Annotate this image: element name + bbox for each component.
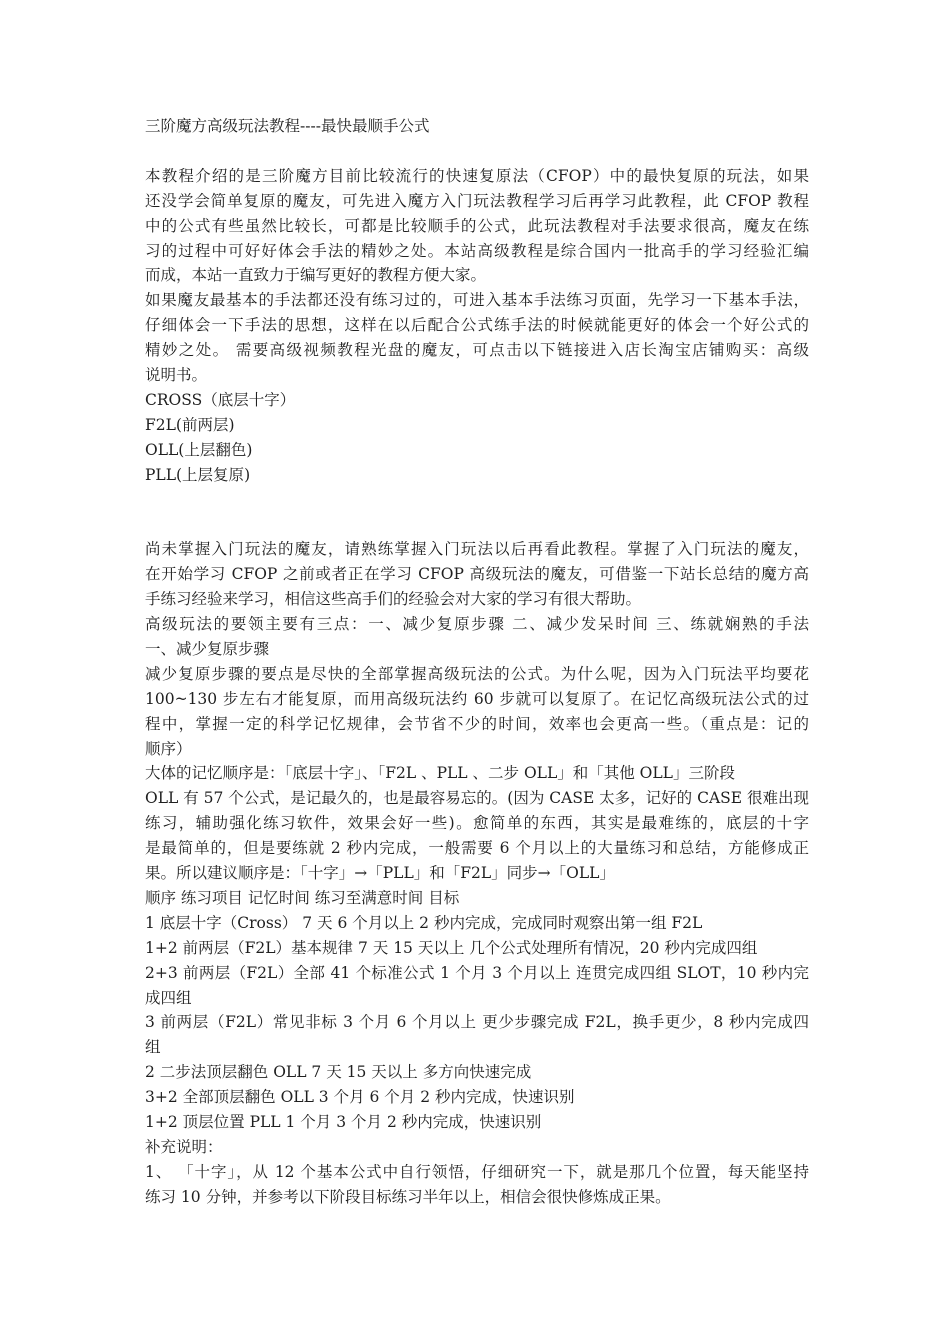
table-row-line: 1 底层十字（Cross） 7 天 6 个月以上 2 秒内完成，完成同时观察出第一组 F2L bbox=[145, 913, 703, 932]
list-item-f2l: F2L(前两层) bbox=[145, 415, 235, 434]
paragraph-line: 本教程介绍的是三阶魔方目前比较流行的快速复原法（CFOP）中的最快复原的玩法，如果 bbox=[145, 166, 809, 185]
supplement-heading: 补充说明： bbox=[145, 1137, 223, 1156]
list-item-pll: PLL(上层复原) bbox=[145, 465, 251, 484]
paragraph-line: 减少复原步骤的要点是尽快的全部掌握高级玩法的公式。为什么呢，因为入门玩法平均要花 bbox=[145, 664, 809, 683]
paragraph-line: OLL 有 57 个公式，是记最久的，也是最容易忘的。(因为 CASE 太多，记好的 CASE 很难出现 bbox=[145, 789, 810, 808]
paragraph-line: 说明书。 bbox=[145, 366, 208, 385]
paragraph-line: 是最简单的，但是要练就 2 秒内完成，一般需要 6 个月以上的大量练习和总结，方能修成正 bbox=[145, 839, 809, 858]
table-row-line: 2+3 前两层（F2L）全部 41 个标准公式 1 个月 3 个月以上 连贯完成四组 SLOT，10 秒内完 bbox=[145, 963, 809, 982]
list-item-cross: CROSS（底层十字） bbox=[145, 390, 296, 409]
paragraph-line: 习的过程中可好好体会手法的精妙之处。本站高级教程是综合国内一批高手的学习经验汇编 bbox=[145, 241, 809, 260]
paragraph-line: 在开始学习 CFOP 之前或者正在学习 CFOP 高级玩法的魔友，可借鉴一下站长总结的魔方高 bbox=[145, 565, 809, 584]
intro-section bbox=[145, 164, 809, 488]
paragraph-line: 仔细体会一下手法的思想，这样在以后配合公式练手法的时候就能更好的体会一个好公式的 bbox=[145, 316, 809, 335]
document-title: 三阶魔方高级玩法教程----最快最顺手公式 bbox=[145, 117, 430, 135]
table-row-line: 组 bbox=[145, 1038, 161, 1057]
paragraph-line: 练习，辅助强化练习软件，效果会好一些)。愈简单的东西，其实是最难练的，底层的十字 bbox=[145, 814, 809, 833]
document-content bbox=[145, 114, 809, 1210]
table-row-line: 2 二步法顶层翻色 OLL 7 天 15 天以上 多方向快速完成 bbox=[145, 1063, 532, 1082]
body-section bbox=[145, 537, 809, 1209]
table-row-line: 1+2 前两层（F2L）基本规律 7 天 15 天以上 几个公式处理所有情况，20 秒内完成四组 bbox=[145, 938, 758, 957]
paragraph-line: 顺序） bbox=[145, 739, 192, 758]
paragraph-line: 而成，本站一直致力于编写更好的教程方便大家。 bbox=[145, 266, 487, 285]
table-row-line: 3+2 全部顶层翻色 OLL 3 个月 6 个月 2 秒内完成，快速识别 bbox=[145, 1088, 575, 1107]
paragraph-line: 大体的记忆顺序是：「底层十字」、「F2L 、PLL 、二步 OLL」和「其他 OLL」三阶段 bbox=[145, 764, 735, 783]
table-header-line: 顺序 练习项目 记忆时间 练习至满意时间 目标 bbox=[145, 888, 460, 907]
paragraph-line: 1、 「十字」，从 12 个基本公式中自行领悟，仔细研究一下，就是那几个位置，每天能坚持 bbox=[145, 1162, 809, 1181]
table-row-line: 成四组 bbox=[145, 988, 192, 1007]
paragraph-line: 中的公式有些虽然比较长，可都是比较顺手的公式，此玩法教程对手法要求很高，魔友在练 bbox=[145, 216, 809, 235]
paragraph-line: 如果魔友最基本的手法都还没有练习过的，可进入基本手法练习页面，先学习一下基本手法， bbox=[145, 291, 809, 310]
paragraph-line: 手练习经验来学习，相信这些高手们的经验会对大家的学习有很大帮助。 bbox=[145, 590, 642, 609]
paragraph-line: 100~130 步左右才能复原，而用高级玩法约 60 步就可以复原了。在记忆高级玩法公式的过 bbox=[145, 689, 809, 708]
paragraph-line: 果。所以建议顺序是：「十字」→「PLL」和「F2L」同步→「OLL」 bbox=[145, 864, 615, 883]
table-row-line: 3 前两层（F2L）常见非标 3 个月 6 个月以上 更少步骤完成 F2L，换手更少，8 秒内完成四 bbox=[145, 1013, 809, 1032]
section-heading: 一、减少复原步骤 bbox=[145, 640, 270, 659]
paragraph-line: 高级玩法的要领主要有三点：一、减少复原步骤 二、减少发呆时间 三、练就娴熟的手法 bbox=[145, 615, 809, 634]
table-row-line: 1+2 顶层位置 PLL 1 个月 3 个月 2 秒内完成，快速识别 bbox=[145, 1112, 542, 1131]
spacer bbox=[145, 487, 809, 537]
list-item-oll: OLL(上层翻色) bbox=[145, 440, 253, 459]
paragraph-line: 程中，掌握一定的科学记忆规律，会节省不少的时间，效率也会更高一些。（重点是：记的 bbox=[145, 714, 809, 733]
paragraph-line: 还没学会简单复原的魔友，可先进入魔方入门玩法教程学习后再学习此教程，此 CFOP 教程 bbox=[145, 191, 809, 210]
paragraph-line: 精妙之处。 需要高级视频教程光盘的魔友，可点击以下链接进入店长淘宝店铺购买：高级 bbox=[145, 341, 809, 360]
paragraph-line: 尚未掌握入门玩法的魔友，请熟练掌握入门玩法以后再看此教程。掌握了入门玩法的魔友， bbox=[145, 540, 809, 559]
paragraph-line: 练习 10 分钟，并参考以下阶段目标练习半年以上，相信会很快修炼成正果。 bbox=[145, 1187, 671, 1206]
spacer bbox=[145, 139, 809, 164]
